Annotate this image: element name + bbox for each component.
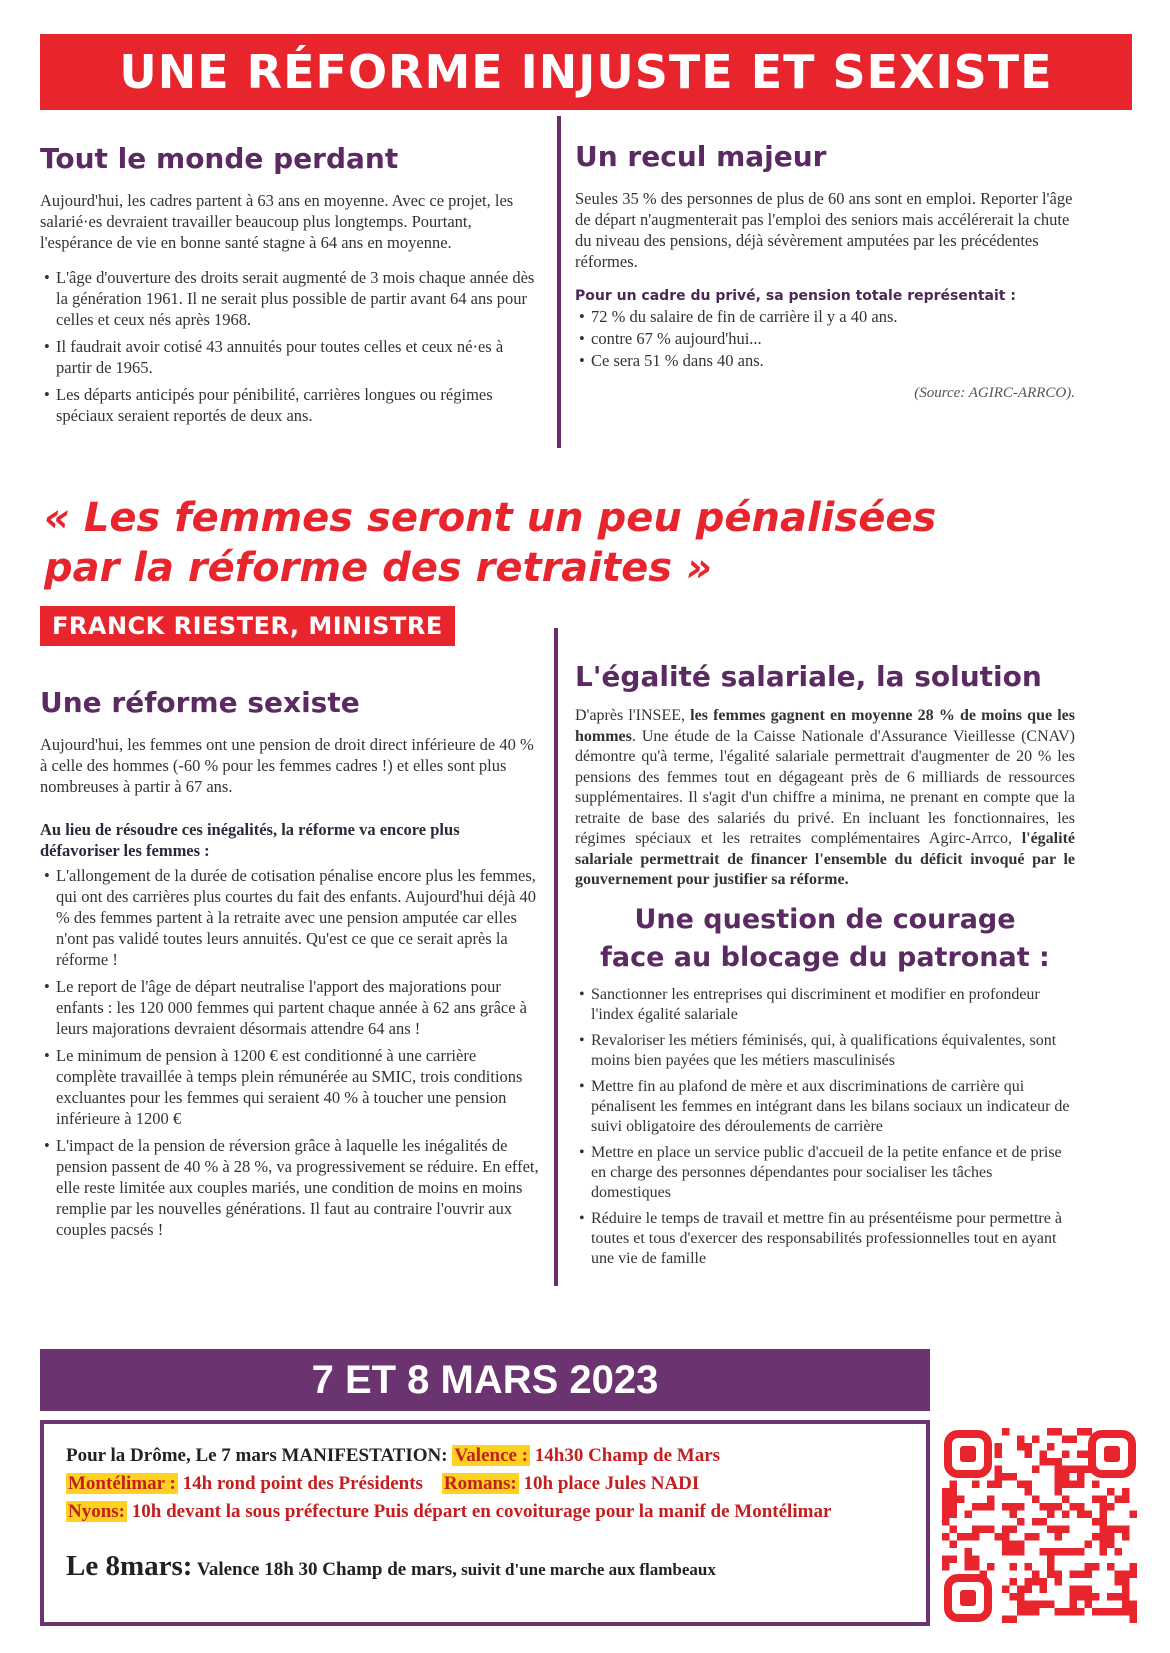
list-item: • Le report de l'âge de départ neutralise l'apport des majorations pour enfants : les 120 000 femmes qui partent chaque année à 62 ans grâce à leurs majorations devraient désormais attendre 64 ans ! [40,976,540,1039]
list-item: • Les départs anticipés pour pénibilité, carrières longues ou régimes spéciaux seraient reportés de deux ans. [40,384,540,426]
montelimar-detail: 14h rond point des Présidents [177,1473,423,1494]
intro-text: Aujourd'hui, les cadres partent à 63 ans en moyenne. Avec ce projet, les salarié·es devraient travailler beaucoup plus longtemps. Pourtant, l'espérance de vie en bonne santé stagne à 64 ans en moyenne. [40,191,514,252]
pension-subhead: Pour un cadre du privé, sa pension totale représentait : [575,288,1016,304]
valence-detail: 14h30 Champ de Mars [530,1445,721,1466]
intro-text: Seules 35 % des personnes de plus de 60 ans sont en emploi. Reporter l'âge de départ n'augmenterait pas l'emploi des seniors mais accélérerait la chute du niveau des pensions, déjà sévèrement amputées par les précédentes réformes. [575,189,1073,271]
march-8-suffix: suivit d'une marche aux flambeaux [456,1560,716,1579]
list-item: • Sanctionner les entreprises qui discriminent et modifier en profondeur l'index égalité salariale [575,985,1075,1025]
city-montelimar: Montélimar : [68,1473,176,1494]
event-line-3 [66,1498,906,1526]
list-item: • Revaloriser les métiers féminisés, qui, à qualifications équivalentes, sont moins bien payées que les métiers masculinisés [575,1031,1075,1071]
list-item: • 72 % du salaire de fin de carrière il y a 40 ans. [575,306,1075,327]
march-8-detail: Valence 18h 30 Champ de mars, [192,1559,457,1580]
city-romans: Romans: [443,1473,517,1494]
heading-courage-line-2: face au blocage du patronat : [600,941,1050,973]
section-un-recul-majeur [575,140,1075,402]
list-item: • Mettre en place un service public d'accueil de la petite enfance et de prise en charge des personnes dépendantes pour socialiser les tâches domestiques [575,1143,1075,1203]
quote-block [44,493,1104,593]
heading-une-reforme-sexiste: Une réforme sexiste [40,686,360,719]
bullet-list [40,267,540,426]
heading-courage [575,901,1075,977]
bullet-list [40,865,540,1240]
march-8-label: Le 8mars: [66,1550,193,1582]
event-line-4 [66,1552,906,1584]
list-item: • Mettre fin au plafond de mère et aux discriminations de carrière qui pénalisent les femmes en intégrant dans les bilans sociaux un indicateur de suivi obligatoire des déroulements de carrière [575,1077,1075,1137]
section-une-reforme-sexiste [40,686,540,1246]
main-banner: UNE RÉFORME INJUSTE ET SEXISTE [40,34,1132,110]
demands-list [575,985,1075,1269]
events-box [40,1420,930,1626]
column-divider-top [557,116,561,448]
list-item: • L'impact de la pension de réversion grâce à laquelle les inégalités de pension passent de 40 % à 28 %, va progressivement se réduire. En effet, elle reste limitée aux couples mariés, une condition de moins en moins remplie par les nouvelles générations. Il faut au contraire l'ouvrir aux couples pacsés ! [40,1135,540,1240]
list-item: • Réduire le temps de travail et mettre fin au présentéisme pour permettre à toutes et tous d'exercer des responsabilités professionnelles tout en ayant une vie de famille [575,1209,1075,1269]
romans-detail: 10h place Jules NADI [518,1473,700,1494]
city-nyons: Nyons: [68,1501,126,1522]
section-egalite-salariale [575,660,1075,1275]
list-item: • Il faudrait avoir cotisé 43 annuités pour toutes celles et ceux né·es à partir de 1965. [40,336,540,378]
qr-code-icon[interactable] [942,1428,1138,1624]
paragraph-bold-1: les femmes gagnent en moyenne 28 % de moins que les hommes [575,707,1075,745]
event-line-2 [66,1470,906,1498]
date-banner: 7 ET 8 MARS 2023 [40,1349,930,1411]
list-item: • L'âge d'ouverture des droits serait augmenté de 3 mois chaque année dès la génération 1961. Il ne serait plus possible de partir avant 64 ans pour celles et ceux nés après 1968. [40,267,540,330]
city-valence: Valence : [454,1445,529,1466]
heading-tout-le-monde-perdant: Tout le monde perdant [40,142,399,175]
paragraph-middle: . Une étude de la Caisse Nationale d'Assurance Vieillesse (CNAV) démontre qu'à terme, l'égalité salariale permettrait d'augmenter de 20 % les pensions des femmes tout en dégageant près de 6 milliards de ressources supplémentaires. Il s'agit d'un chiffre a minima, ne prenant en compte que la retraite de base des salariés du privé. En incluant les fonctionnaires, les régimes spéciaux et les retraites complémentaires Agirc-Arrco, [575,727,1075,847]
quote-line-2: par la réforme des retraites » [44,545,712,591]
list-item: • Le minimum de pension à 1200 € est conditionné à une carrière complète travaillée à temps plein rémunérée au SMIC, trois conditions excluantes pour les femmes qui seraient 40 % à toucher une pension inférieure à 1200 € [40,1045,540,1129]
quote-author: FRANCK RIESTER, MINISTRE [40,606,455,646]
column-divider-bottom [554,628,558,1286]
intro-text: Aujourd'hui, les femmes ont une pension de droit direct inférieure de 40 % à celle des hommes (-60 % pour les femmes cadres !) et elles sont plus nombreuses à partir à 67 ans. [40,735,534,796]
source-note: (Source: AGIRC-ARRCO). [914,385,1075,401]
heading-un-recul-majeur: Un recul majeur [575,140,827,173]
section-tout-le-monde-perdant [40,142,540,432]
lead-text: Au lieu de résoudre ces inégalités, la réforme va encore plus défavoriser les femmes : [40,820,460,860]
paragraph-start: D'après l'INSEE, [575,707,691,724]
nyons-detail: 10h devant la sous préfecture Puis départ en covoiturage pour la manif de Montélimar [127,1501,832,1522]
list-item: • Ce sera 51 % dans 40 ans. [575,350,1075,371]
egalite-paragraph [575,706,1075,891]
event-line-1 [66,1442,906,1470]
list-item: • contre 67 % aujourd'hui... [575,328,1075,349]
list-item: • L'allongement de la durée de cotisation pénalise encore plus les femmes, qui ont des carrières plus courtes du fait des enfants. Aujourd'hui déjà 40 % des femmes partent à la retraite avec une pension amputée car elles n'ont pas validé toutes leurs annuités. Qu'est ce que ce serait après la réforme ! [40,865,540,970]
quote-line-1: « Les femmes seront un peu pénalisées [44,495,937,541]
heading-courage-line-1: Une question de courage [634,903,1016,935]
event-intro: Pour la Drôme, Le 7 mars MANIFESTATION: [66,1445,448,1466]
heading-egalite-salariale: L'égalité salariale, la solution [575,660,1042,693]
paragraph-bold-2: l'égalité salariale permettrait de financer l'ensemble du déficit invoqué par le gouvernement pour justifier sa réforme. [575,830,1075,888]
pension-list [575,306,1075,371]
